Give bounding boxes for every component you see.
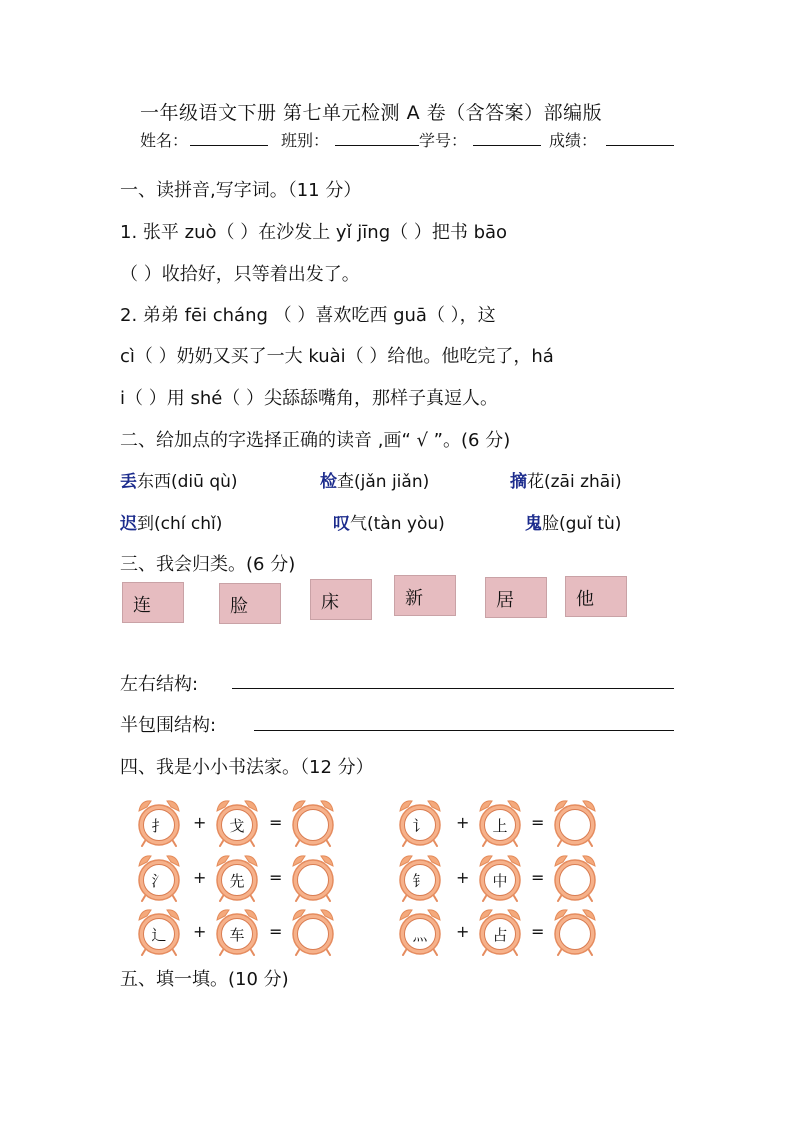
dotted-char: 鬼 [525,514,542,534]
choice-pinyin: 查(jǎn jiǎn) [337,472,430,492]
answer-clock[interactable] [551,797,599,847]
section1-line5: i（ ）用 shé（ ）尖舔舔嘴角，那样子真逗人。 [120,388,499,409]
equals-sign: = [531,922,545,941]
component-clock [213,906,261,956]
radical-char: 辶 [151,925,167,944]
component-clock [476,906,524,956]
char-card[interactable]: 连 [122,582,184,623]
choice-item[interactable] [510,467,622,492]
equals-sign: = [531,813,545,832]
answer-clock[interactable] [551,852,599,902]
radical-clock [396,797,444,847]
char-card[interactable]: 居 [485,577,547,618]
dotted-char: 摘 [510,472,527,492]
radical-clock [135,906,183,956]
plus-sign: + [193,813,207,832]
choice-item[interactable] [525,509,621,534]
plus-sign: + [456,868,470,887]
component-char: 车 [229,925,245,944]
choice-pinyin: 气(tàn yòu) [350,514,445,534]
section1-title: 一、读拼音,写字词。（11 分） [120,180,362,201]
plus-sign: + [456,922,470,941]
class-field[interactable] [335,131,419,150]
section1-line4: cì（ ）奶奶又买了一大 kuài（ ）给他。他吃完了，há [120,346,554,367]
choice-item[interactable] [120,509,222,534]
component-char: 占 [492,925,508,944]
section4-title: 四、我是小小书法家。（12 分） [120,757,374,778]
answer-clock[interactable] [551,906,599,956]
choice-item[interactable] [333,509,445,534]
choice-pinyin: 脸(guǐ tù) [542,514,622,534]
plus-sign: + [193,922,207,941]
component-clock [476,852,524,902]
equals-sign: = [269,813,283,832]
radical-char: 钅 [412,871,428,890]
radical-char: 灬 [412,925,428,944]
radical-clock [135,797,183,847]
char-card[interactable]: 新 [394,575,456,616]
choice-item[interactable] [320,467,429,492]
radical-char: 氵 [151,871,167,890]
section2-title: 二、给加点的字选择正确的读音 ,画“ √ ”。(6 分) [120,430,511,451]
dotted-char: 叹 [333,514,350,534]
half-enclosed-label: 半包围结构: [120,715,217,736]
choice-pinyin: 东西(diū qù) [137,472,238,492]
section5-title: 五、填一填。(10 分) [120,969,289,990]
answer-clock[interactable] [289,906,337,956]
radical-clock [396,852,444,902]
radical-char: 讠 [412,816,428,835]
name-field[interactable] [190,131,268,150]
class-label: 班别： [281,131,330,150]
component-clock [213,797,261,847]
char-card[interactable]: 他 [565,576,627,617]
radical-clock [135,852,183,902]
left-right-label: 左右结构: [120,674,199,695]
section1-line3: 2. 弟弟 fēi cháng （ ）喜欢吃西 guā（ ），这 [120,305,496,326]
component-char: 上 [492,816,508,835]
section1-line2: （ ）收拾好，只等着出发了。 [120,264,360,285]
section3-title: 三、我会归类。(6 分) [120,554,296,575]
dotted-char: 检 [320,472,337,492]
equals-sign: = [269,922,283,941]
answer-clock[interactable] [289,852,337,902]
number-label: 学号： [419,131,468,150]
radical-char: 扌 [151,816,167,835]
component-clock [476,797,524,847]
equals-sign: = [269,868,283,887]
plus-sign: + [193,868,207,887]
page-title: 一年级语文下册 第七单元检测 A 卷（含答案）部编版 [140,102,603,124]
half-enclosed-answer-line[interactable] [254,730,674,731]
dotted-char: 迟 [120,514,137,534]
number-field[interactable] [473,131,541,150]
left-right-answer-line[interactable] [232,688,674,689]
choice-item[interactable] [120,467,238,492]
component-char: 戈 [229,816,245,835]
char-card[interactable]: 床 [310,579,372,620]
name-label: 姓名： [140,131,189,150]
char-card[interactable]: 脸 [219,583,281,624]
component-char: 中 [492,871,508,890]
equals-sign: = [531,868,545,887]
component-clock [213,852,261,902]
dotted-char: 丢 [120,472,137,492]
radical-clock [396,906,444,956]
section1-line1: 1. 张平 zuò（ ）在沙发上 yǐ jīng（ ）把书 bāo [120,222,508,243]
score-field[interactable] [606,131,674,150]
answer-clock[interactable] [289,797,337,847]
score-label: 成绩： [549,131,598,150]
component-char: 先 [229,871,245,890]
choice-pinyin: 花(zāi zhāi) [527,472,622,492]
plus-sign: + [456,813,470,832]
choice-pinyin: 到(chí chǐ) [137,514,223,534]
